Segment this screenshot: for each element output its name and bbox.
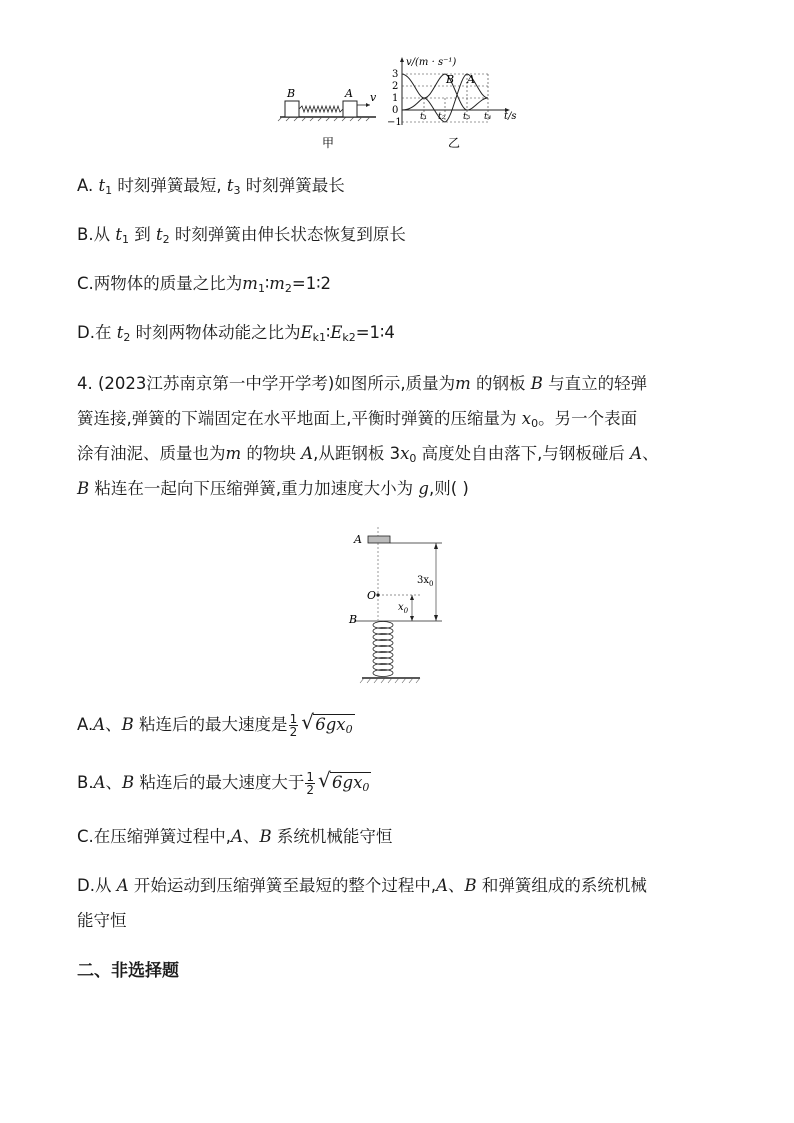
tick-2: 2 bbox=[392, 81, 399, 92]
label-o: O bbox=[367, 589, 377, 602]
tick-t2: t₂ bbox=[438, 112, 446, 122]
sqrt: √ $6gx_0$ bbox=[318, 768, 370, 794]
q4-option-d: D.从 A 开始运动到压缩弹簧至最短的整个过程中,A、B 和弹簧组成的系统机械 bbox=[77, 876, 647, 895]
section-heading: 二、非选择题 bbox=[77, 961, 179, 981]
tick-t-unit: t/s bbox=[504, 111, 517, 122]
tick-t1: t₁ bbox=[420, 112, 428, 122]
sqrt: √ $6gx_0$ bbox=[301, 710, 353, 736]
q4-stem-line-3: 涂有油泥、质量也为m 的物块 A,从距钢板 $3x_0$ 高度处自由落下,与钢板碰后 A、 bbox=[77, 444, 659, 465]
label-b: B bbox=[287, 87, 296, 100]
label-3x0: $3x_0$ bbox=[417, 575, 434, 588]
label-b-q4: B bbox=[349, 613, 358, 626]
label-a: A bbox=[345, 87, 353, 100]
q4-stem-line-4: B 粘连在一起向下压缩弹簧,重力加速度大小为 g,则( ) bbox=[77, 479, 469, 498]
q3-option-a: A. $t_1$ 时刻弹簧最短, $t_3$ 时刻弹簧最长 bbox=[77, 176, 345, 197]
fraction: $\frac{1}{2}$ bbox=[289, 712, 298, 739]
block-b bbox=[285, 101, 299, 117]
q4-stem-line-2: 簧连接,弹簧的下端固定在水平地面上,平衡时弹簧的压缩量为 $x_0$。另一个表面 bbox=[77, 409, 638, 430]
block-a-q4 bbox=[368, 536, 390, 543]
tick-0: 0 bbox=[392, 105, 399, 116]
label-x0: $x_0$ bbox=[398, 602, 409, 615]
q4-option-d-line-2: 能守恒 bbox=[77, 911, 127, 930]
block-a bbox=[343, 101, 357, 117]
q3-option-c: C.两物体的质量之比为$m_1∶m_2=1∶2$ bbox=[77, 274, 332, 295]
q4-option-a: A.A、B 粘连后的最大速度是 $\frac{1}{2}$ √ $6gx_0$ bbox=[77, 710, 353, 739]
curve-b bbox=[402, 74, 488, 110]
y-axis-label: v/(m · s⁻¹) bbox=[406, 57, 457, 68]
q4-option-b: B.A、B 粘连后的最大速度大于 $\frac{1}{2}$ √ $6gx_0$ bbox=[77, 768, 370, 797]
spring-q4 bbox=[373, 622, 393, 677]
q4-stem-line-1: 4. (2023江苏南京第一中学开学考)如图所示,质量为m 的钢板 B 与直立的轻弹 bbox=[77, 374, 648, 393]
label-v: v bbox=[370, 91, 377, 104]
q3-option-b: B.从 $t_1$ 到 $t_2$ 时刻弹簧由伸长状态恢复到原长 bbox=[77, 225, 406, 246]
q3-option-d: D.在 $t_2$ 时刻两物体动能之比为$E_{k1}∶E_{k2}=1∶4$ bbox=[77, 323, 395, 344]
tick-neg1: −1 bbox=[387, 117, 402, 128]
tick-3: 3 bbox=[392, 69, 399, 80]
fraction: $\frac{1}{2}$ bbox=[306, 770, 315, 797]
caption-yi: 乙 bbox=[448, 136, 461, 150]
figure-falling-block bbox=[340, 525, 455, 690]
curve-label-a: A bbox=[467, 73, 475, 86]
spring bbox=[299, 106, 343, 112]
label-a-q4: A bbox=[354, 533, 362, 546]
figure-spring-blocks bbox=[270, 55, 540, 155]
q4-option-c: C.在压缩弹簧过程中,A、B 系统机械能守恒 bbox=[77, 827, 393, 846]
velocity-graph bbox=[387, 57, 517, 150]
tick-t4: t₄ bbox=[484, 112, 492, 122]
curve-label-b: B bbox=[446, 73, 455, 86]
tick-t3: t₃ bbox=[463, 112, 471, 122]
tick-1: 1 bbox=[392, 93, 399, 104]
caption-jia: 甲 bbox=[322, 136, 335, 150]
